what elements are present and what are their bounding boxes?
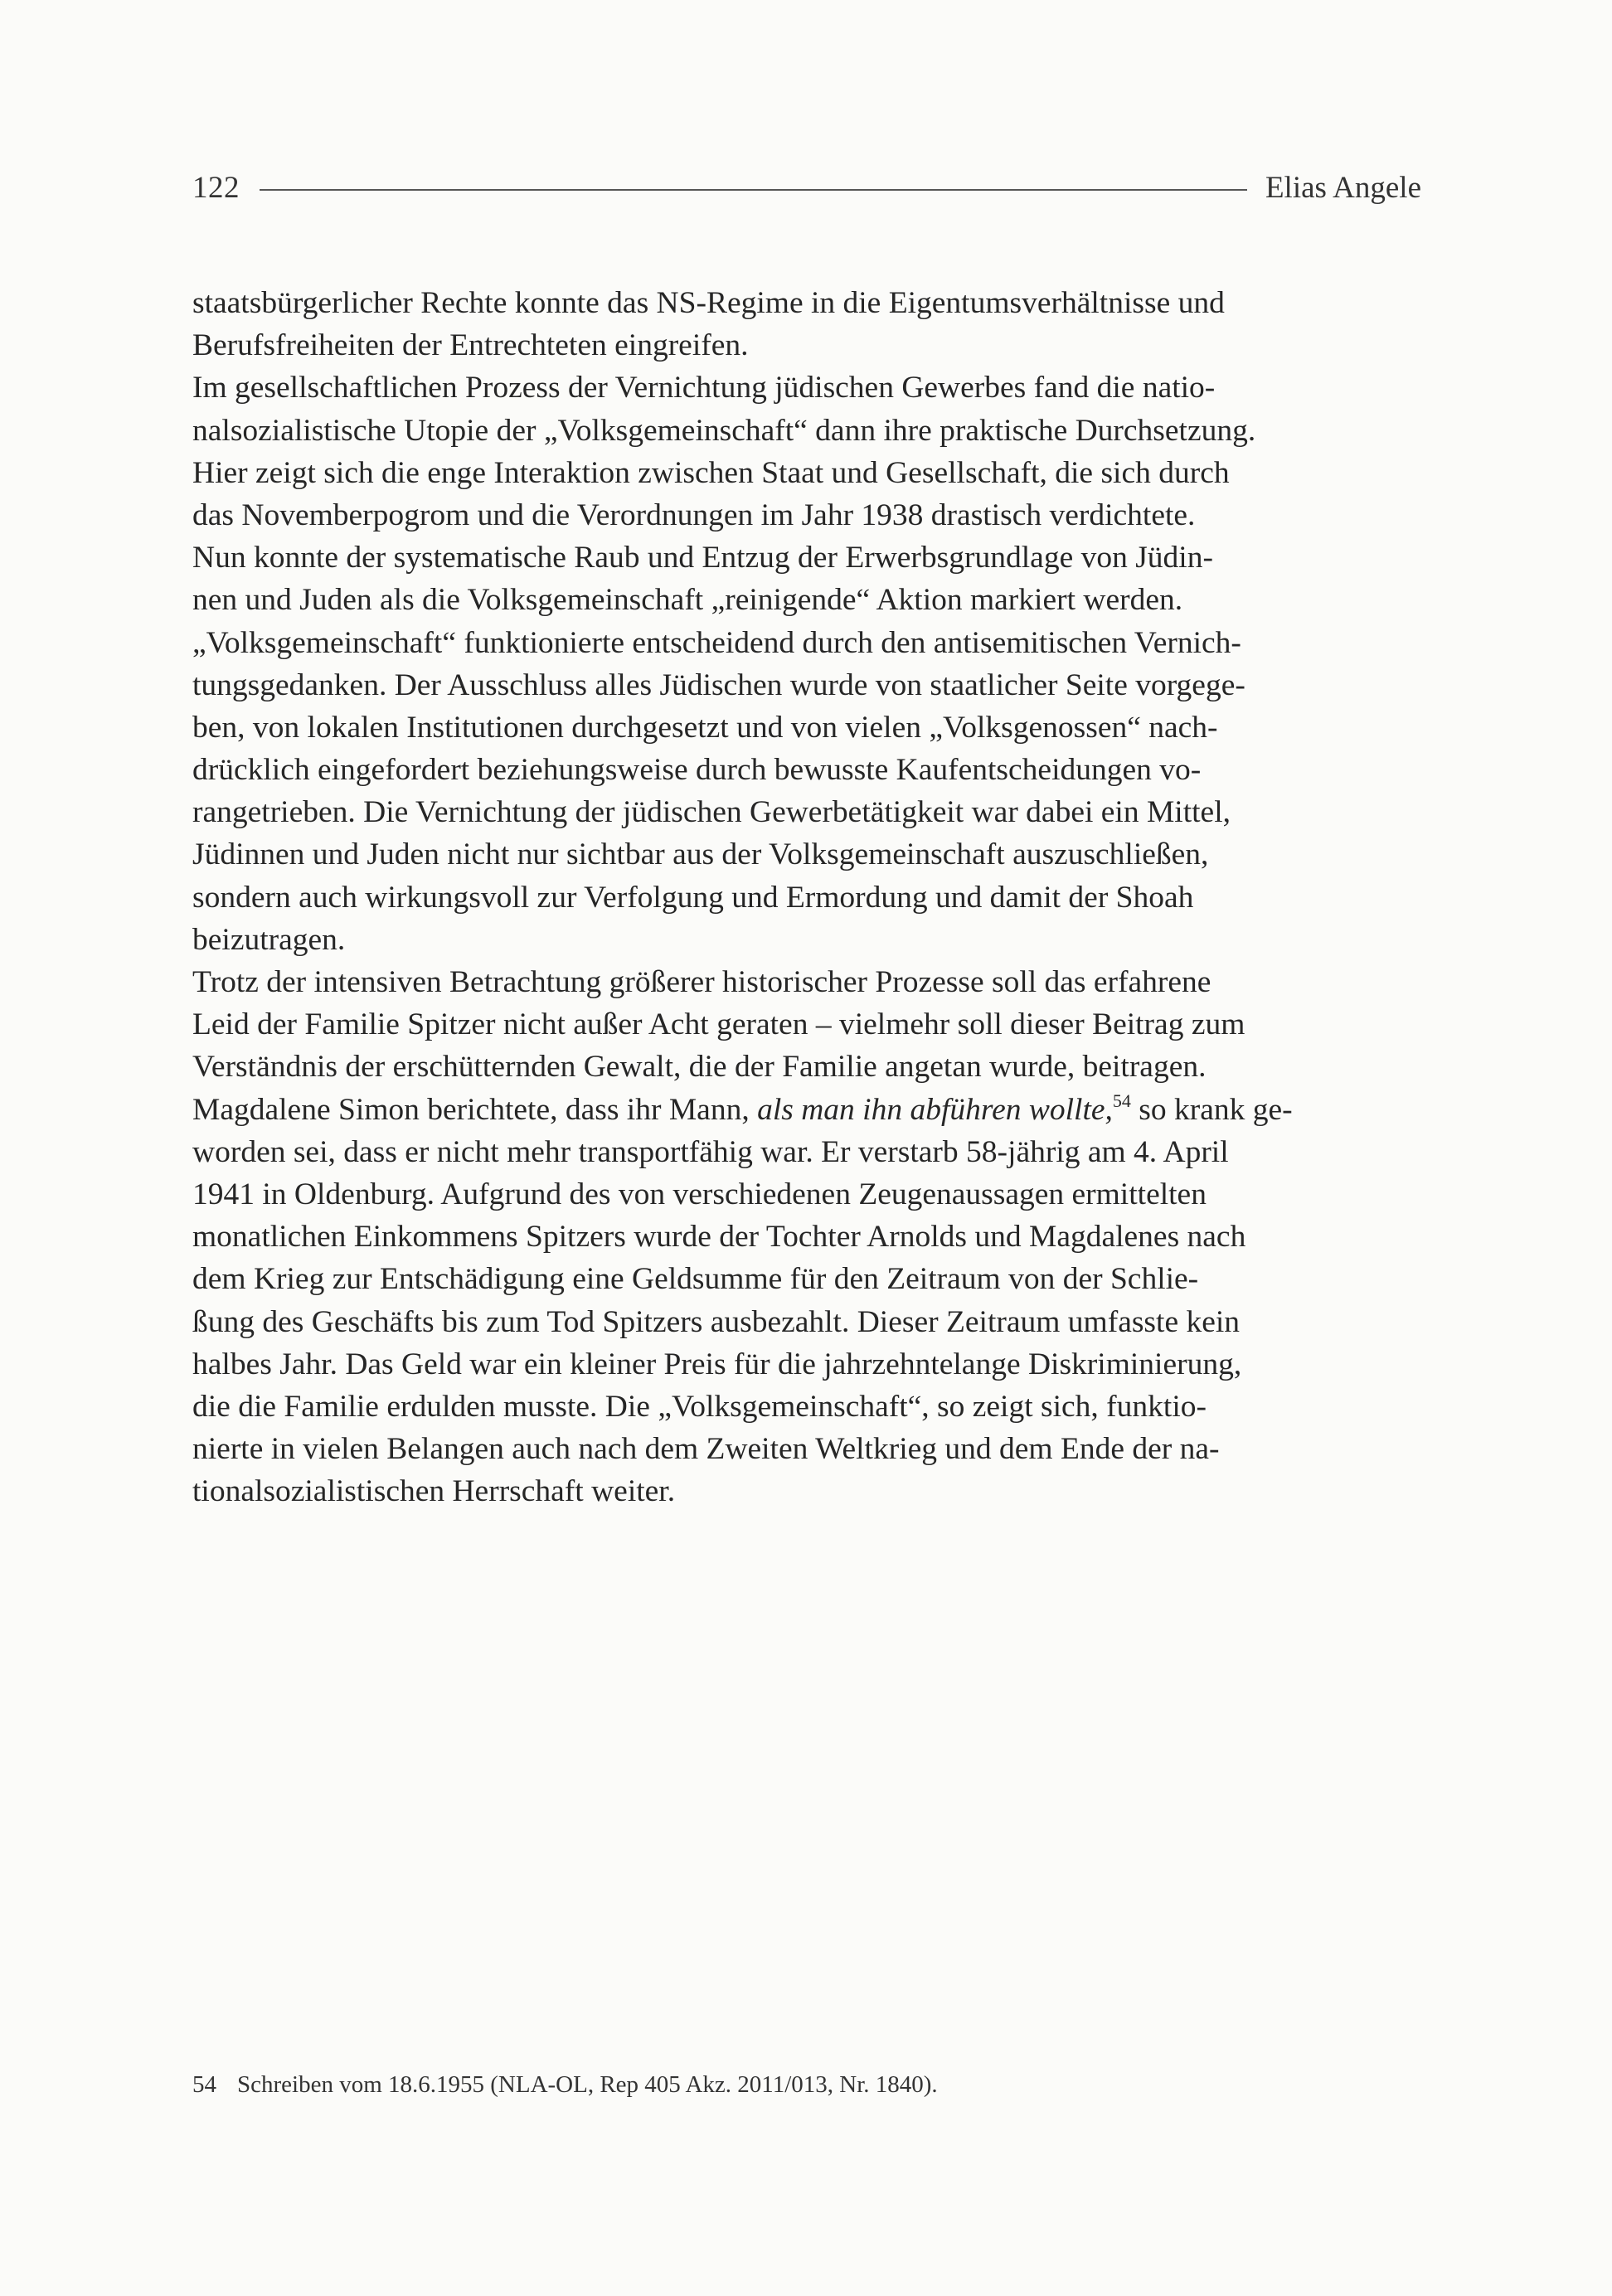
body-line [192, 1173, 1421, 1216]
body-line-text: Verständnis der erschütternden Gewalt, die der Familie angetan wurde, beitragen. [192, 1050, 1207, 1085]
body-line [192, 1470, 1421, 1512]
body-line-text: 1941 in Oldenburg. Aufgrund des von verschiedenen Zeugenaussagen ermittelten [192, 1177, 1207, 1211]
page-header [192, 163, 1421, 212]
body-line-text: Leid der Familie Spitzer nicht außer Acht geraten – vielmehr soll dieser Beitrag zum [192, 1007, 1245, 1042]
page-number: 122 [192, 170, 240, 205]
body-line [192, 536, 1421, 579]
body-line-text: nen und Juden als die Volksgemeinschaft „reinigende“ Aktion markiert werden. [192, 583, 1183, 618]
body-line-text: Jüdinnen und Juden nicht nur sichtbar aus der Volksgemeinschaft auszuschließen, [192, 837, 1209, 872]
body-line [192, 1131, 1421, 1173]
body-line [192, 1003, 1421, 1046]
quote-line-before: Magdalene Simon berichtete, dass ihr Mann, [192, 1092, 758, 1127]
body-line [192, 1046, 1421, 1088]
body-line-text: die die Familie erdulden musste. Die „Volksgemeinschaft“, so zeigt sich, funktio- [192, 1389, 1207, 1424]
body-line-text: sondern auch wirkungsvoll zur Verfolgung und Ermordung und damit der Shoah [192, 880, 1194, 915]
body-line [192, 579, 1421, 621]
quote-line-after: so krank ge- [1130, 1092, 1293, 1127]
body-line [192, 452, 1421, 494]
body-line [192, 1428, 1421, 1470]
body-line [192, 919, 1421, 961]
body-line [192, 961, 1421, 1003]
body-line [192, 494, 1421, 536]
body-line [192, 1216, 1421, 1258]
body-line-text: drücklich eingefordert beziehungsweise durch bewusste Kaufentscheidungen vo- [192, 753, 1202, 788]
body-line-text: nierte in vielen Belangen auch nach dem Zweiten Weltkrieg und dem Ende der na- [192, 1432, 1220, 1467]
body-lines-before [192, 282, 1421, 1089]
body-line [192, 1301, 1421, 1343]
body-line-text: tungsgedanken. Der Ausschluss alles Jüdischen wurde von staatlicher Seite vorgege- [192, 667, 1245, 702]
body-line [192, 366, 1421, 409]
body-text [192, 282, 1421, 1512]
body-line-text: Berufsfreiheiten der Entrechteten eingreifen. [192, 328, 749, 363]
body-line [192, 833, 1421, 876]
body-line-text: nalsozialistische Utopie der „Volksgemeinschaft“ dann ihre praktische Durchsetzung. [192, 413, 1256, 448]
body-line-text: halbes Jahr. Das Geld war ein kleiner Preis für die jahrzehntelange Diskriminierung, [192, 1347, 1242, 1381]
body-line-text: monatlichen Einkommens Spitzers wurde der Tochter Arnolds und Magdalenes nach [192, 1220, 1246, 1255]
body-lines-after [192, 1131, 1421, 1513]
body-line [192, 324, 1421, 366]
body-line [192, 1343, 1421, 1386]
footnote [192, 2068, 1421, 2101]
footnote-number: 54 [192, 2071, 216, 2098]
body-line-text: worden sei, dass er nicht mehr transportfähig war. Er verstarb 58-jährig am 4. April [192, 1134, 1229, 1169]
body-line-text: beizutragen. [192, 922, 346, 957]
quotation: als man ihn abführen wollte, [757, 1092, 1113, 1127]
body-line-text: dem Krieg zur Entschädigung eine Geldsumme für den Zeitraum von der Schlie- [192, 1262, 1199, 1297]
body-line [192, 876, 1421, 919]
body-line-text: rangetrieben. Die Vernichtung der jüdischen Gewerbetätigkeit war dabei ein Mittel, [192, 795, 1231, 830]
body-line-with-quote [192, 1089, 1421, 1131]
body-line-text: Im gesellschaftlichen Prozess der Vernichtung jüdischen Gewerbes fand die natio- [192, 371, 1216, 405]
footnote-reference[interactable]: 54 [1112, 1090, 1131, 1111]
body-line-text: ben, von lokalen Institutionen durchgesetzt und von vielen „Volksgenossen“ nach- [192, 710, 1218, 745]
body-line [192, 1258, 1421, 1300]
body-line-text: das Novemberpogrom und die Verordnungen im Jahr 1938 drastisch verdichtete. [192, 498, 1196, 532]
body-line-text: Nun konnte der systematische Raub und Entzug der Erwerbsgrundlage von Jüdin- [192, 541, 1213, 575]
body-line [192, 706, 1421, 749]
body-line [192, 749, 1421, 791]
body-line-text: Trotz der intensiven Betrachtung größerer historischer Prozesse soll das erfahrene [192, 965, 1211, 999]
body-line [192, 622, 1421, 664]
header-rule [260, 189, 1247, 191]
body-line [192, 282, 1421, 324]
body-line-text: staatsbürgerlicher Rechte konnte das NS-Regime in die Eigentumsverhältnisse und [192, 286, 1225, 320]
body-line-text: Hier zeigt sich die enge Interaktion zwischen Staat und Gesellschaft, die sich durch [192, 455, 1230, 490]
body-line-text: tionalsozialistischen Herrschaft weiter. [192, 1474, 676, 1509]
running-head-author: Elias Angele [1265, 170, 1421, 205]
body-line [192, 410, 1421, 452]
footnote-text: Schreiben vom 18.6.1955 (NLA-OL, Rep 405 Akz. 2011/013, Nr. 1840). [237, 2071, 938, 2098]
body-line-text: „Volksgemeinschaft“ funktionierte entscheidend durch den antisemitischen Vernich- [192, 625, 1241, 660]
body-line-text: ßung des Geschäfts bis zum Tod Spitzers ausbezahlt. Dieser Zeitraum umfasste kein [192, 1304, 1241, 1339]
body-line [192, 791, 1421, 833]
body-line [192, 1386, 1421, 1428]
body-line [192, 664, 1421, 706]
